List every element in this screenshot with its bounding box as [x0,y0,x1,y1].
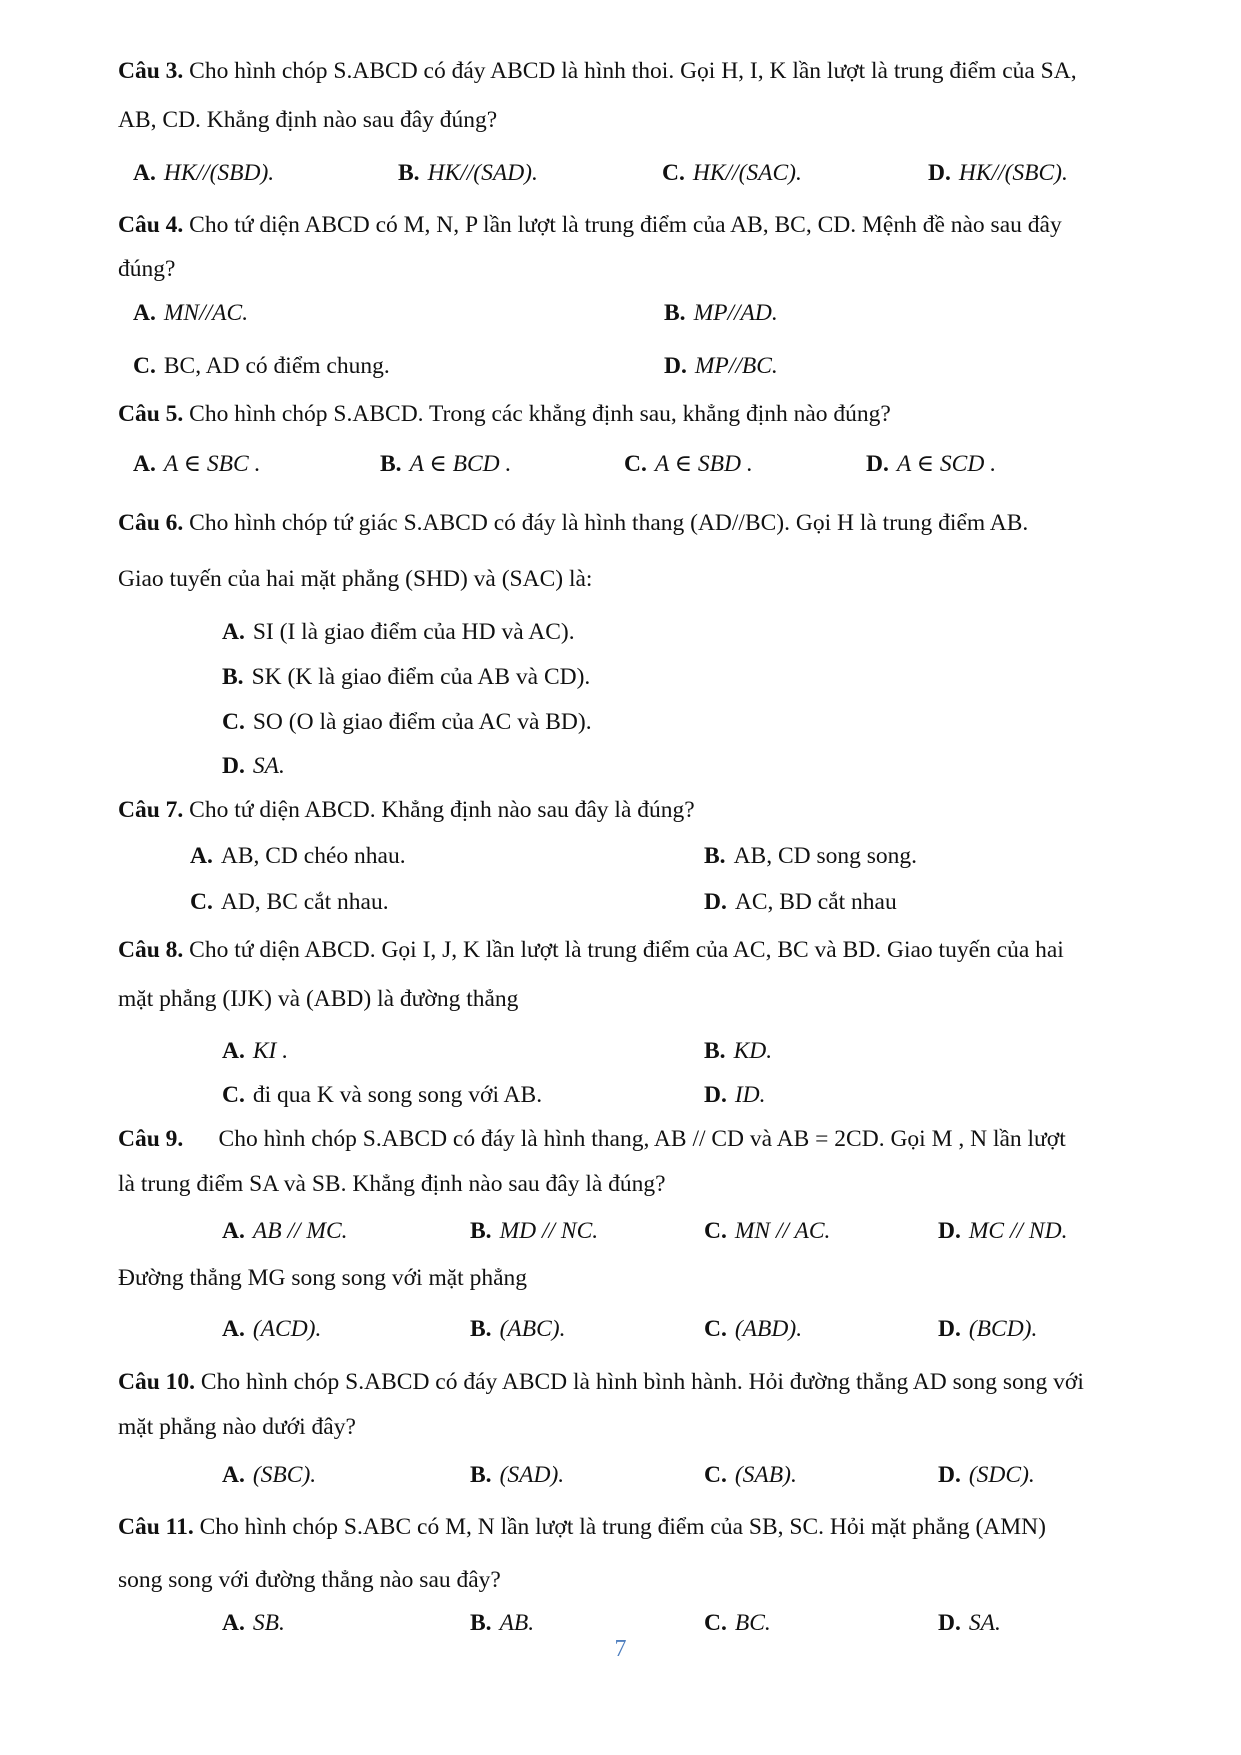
question-5-option-c: C. A ∈ SBD . [624,451,753,477]
question-11-stem-line2: song song với đường thẳng nào sau đây? [118,1567,501,1593]
question-8-option-a: A. KI . [222,1038,289,1064]
question-7-option-b: B. AB, CD song song. [704,843,918,869]
question-9-option-c: C. MN // AC. [704,1218,831,1244]
question-3-option-d: D. HK//(SBC). [928,160,1068,186]
question-7-option-a: A. AB, CD chéo nhau. [190,843,406,869]
question-3-option-b: B. HK//(SAD). [398,160,538,186]
question-4-option-b: B. MP//AD. [664,300,778,326]
question-4-option-d: D. MP//BC. [664,353,778,379]
question-11-option-b: B. AB. [470,1610,535,1636]
question-6-option-b: B. SK (K là giao điểm của AB và CD). [222,664,591,690]
question-8-stem-line1: Câu 8. Cho tứ diện ABCD. Gọi I, J, K lần lượt là trung điểm của AC, BC và BD. Giao tuyến của hai [118,937,1064,963]
question-4-stem-line1: Câu 4. Cho tứ diện ABCD có M, N, P lần lượt là trung điểm của AB, BC, CD. Mệnh đề nào sau đây [118,212,1062,238]
question-6-option-d: D. SA. [222,753,285,779]
question-9-option-b: B. MD // NC. [470,1218,599,1244]
question-10-stem-line1: Câu 10. Cho hình chóp S.ABCD có đáy ABCD là hình bình hành. Hỏi đường thẳng AD song song với [118,1369,1084,1395]
question-7-stem-line1: Câu 7. Cho tứ diện ABCD. Khẳng định nào sau đây là đúng? [118,797,695,823]
question-4-option-c: C. BC, AD có điểm chung. [133,353,390,379]
question-3-stem-line2: AB, CD. Khẳng định nào sau đây đúng? [118,107,498,133]
question-9-extra-stem: Đường thẳng MG song song với mặt phẳng [118,1265,528,1291]
question-5-stem-line1: Câu 5. Cho hình chóp S.ABCD. Trong các khẳng định sau, khẳng định nào đúng? [118,401,891,427]
question-10-option-a: A. (SBC). [222,1462,317,1488]
question-5-option-d: D. A ∈ SCD . [866,451,997,477]
question-10-option-b: B. (SAD). [470,1462,565,1488]
question-8-stem-line2: mặt phẳng (IJK) và (ABD) là đường thẳng [118,986,519,1012]
question-6-stem-line1: Câu 6. Cho hình chóp tứ giác S.ABCD có đáy là hình thang (AD//BC). Gọi H là trung điểm AB. [118,510,1029,536]
question-9-option-d: D. MC // ND. [938,1218,1068,1244]
question-10-option-c: C. (SAB). [704,1462,797,1488]
question-7-option-c: C. AD, BC cắt nhau. [190,889,389,915]
question-6-option-c: C. SO (O là giao điểm của AC và BD). [222,709,592,735]
question-10-option-d: D. (SDC). [938,1462,1035,1488]
question-4-stem-line2: đúng? [118,256,176,282]
question-9-extra-option-a: A. (ACD). [222,1316,322,1342]
question-9-option-a: A. AB // MC. [222,1218,348,1244]
question-5-option-b: B. A ∈ BCD . [380,451,512,477]
question-9-extra-option-d: D. (BCD). [938,1316,1038,1342]
question-9-stem-line1: Câu 9. Cho hình chóp S.ABCD có đáy là hình thang, AB // CD và AB = 2CD. Gọi M , N lần lượt [118,1126,1066,1152]
question-11-option-a: A. SB. [222,1610,285,1636]
question-11-option-d: D. SA. [938,1610,1001,1636]
question-9-extra-option-c: C. (ABD). [704,1316,803,1342]
question-10-stem-line2: mặt phẳng nào dưới đây? [118,1414,356,1440]
question-9-extra-option-b: B. (ABC). [470,1316,566,1342]
question-8-option-d: D. ID. [704,1082,766,1108]
question-7-option-d: D. AC, BD cắt nhau [704,889,897,915]
question-8-option-b: B. KD. [704,1038,773,1064]
page-number: 7 [614,1636,627,1662]
question-5-option-a: A. A ∈ SBC . [133,451,261,477]
question-3-option-a: A. HK//(SBD). [133,160,275,186]
question-9-stem-line2: là trung điểm SA và SB. Khẳng định nào sau đây là đúng? [118,1171,666,1197]
question-11-stem-line1: Câu 11. Cho hình chóp S.ABC có M, N lần lượt là trung điểm của SB, SC. Hỏi mặt phẳng (AMN) [118,1514,1046,1540]
question-8-option-c: C. đi qua K và song song với AB. [222,1082,543,1108]
question-3-option-c: C. HK//(SAC). [662,160,802,186]
question-6-option-a: A. SI (I là giao điểm của HD và AC). [222,619,575,645]
question-11-option-c: C. BC. [704,1610,771,1636]
question-4-option-a: A. MN//AC. [133,300,249,326]
question-6-stem-line2: Giao tuyến của hai mặt phẳng (SHD) và (SAC) là: [118,566,593,592]
question-3-stem-line1: Câu 3. Cho hình chóp S.ABCD có đáy ABCD là hình thoi. Gọi H, I, K lần lượt là trung điểm của SA, [118,58,1077,84]
